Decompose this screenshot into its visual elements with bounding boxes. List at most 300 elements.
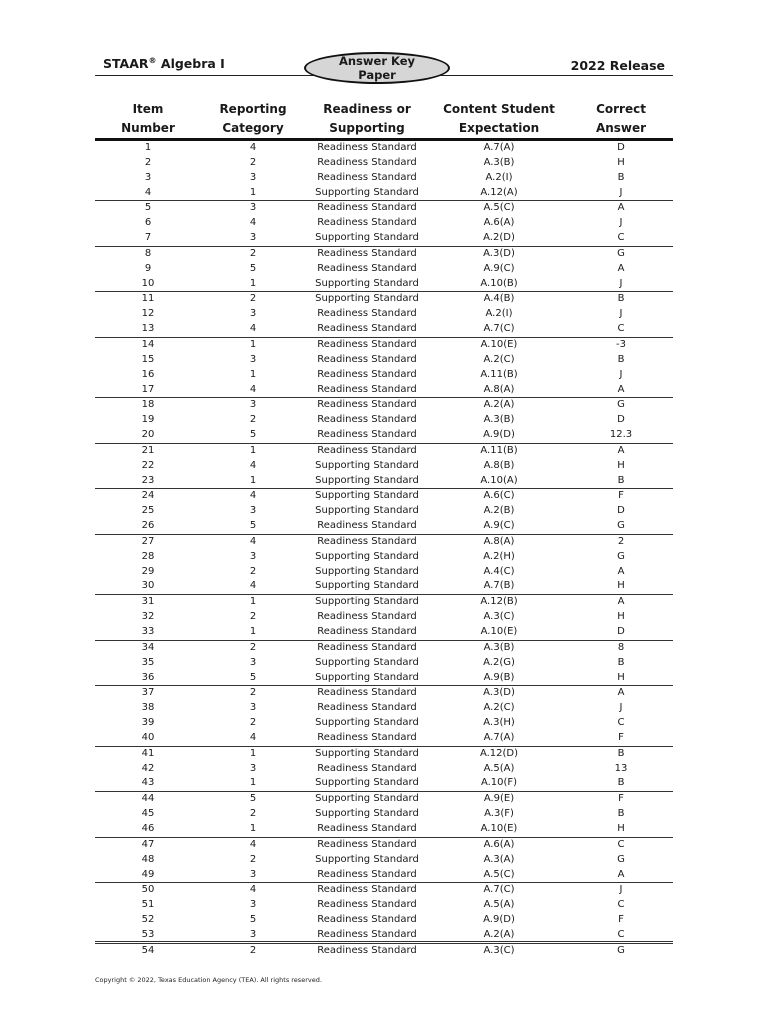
correct-answer: B: [617, 777, 625, 789]
content-expectation: A.3(D): [429, 246, 569, 261]
readiness-type: Readiness Standard: [317, 414, 417, 426]
readiness-type: Readiness Standard: [317, 368, 417, 380]
item-number: 5: [95, 201, 201, 216]
table-row: [95, 550, 673, 565]
answer-key-label: Answer Key: [338, 54, 416, 68]
content-expectation: A.10(B): [480, 277, 518, 289]
reporting-category: 2: [201, 246, 305, 261]
reporting-category: 1: [249, 626, 257, 637]
item-number: 3: [144, 171, 152, 183]
content-expectation: A.2(C): [483, 702, 515, 714]
table-row: [95, 746, 673, 761]
content-expectation: A.8(A): [483, 383, 515, 395]
table-row: [95, 459, 673, 474]
correct-answer: A: [617, 262, 625, 274]
item-number: 1: [144, 142, 152, 153]
content-expectation: A.6(A): [483, 217, 515, 229]
table-row: [95, 640, 673, 655]
content-expectation: A.2(I): [485, 171, 513, 183]
content-expectation: A.10(A): [480, 474, 518, 486]
readiness-type: Supporting Standard: [315, 565, 419, 577]
item-number: 17: [141, 383, 155, 395]
readiness-type: Readiness Standard: [317, 142, 417, 153]
item-number: 29: [141, 565, 155, 577]
answer-key-table: [95, 141, 673, 959]
readiness-type: Supporting Standard: [305, 792, 429, 807]
readiness-type: Supporting Standard: [315, 474, 419, 486]
reporting-category: 1: [201, 595, 305, 610]
readiness-type: Readiness Standard: [317, 262, 417, 274]
readiness-type: Readiness Standard: [305, 398, 429, 413]
readiness-type: Supporting Standard: [315, 580, 419, 592]
item-number: 48: [141, 853, 155, 865]
table-row: [95, 262, 673, 277]
reporting-category: 2: [249, 156, 257, 168]
item-number: 8: [95, 246, 201, 261]
content-expectation: A.2(H): [483, 550, 515, 562]
table-row: [95, 837, 673, 852]
correct-answer: D: [617, 626, 625, 637]
content-expectation: A.3(D): [429, 686, 569, 701]
content-expectation: A.6(A): [429, 837, 569, 852]
correct-answer: A: [617, 383, 625, 395]
correct-answer: F: [618, 731, 624, 743]
table-row: [95, 579, 673, 594]
table-row: [95, 171, 673, 186]
item-number: 49: [141, 868, 155, 880]
readiness-type: Readiness Standard: [305, 443, 429, 458]
correct-answer: J: [619, 217, 623, 229]
item-number: 39: [141, 717, 155, 729]
item-number: 19: [141, 414, 155, 426]
reporting-category: 1: [249, 277, 257, 289]
correct-answer: H: [617, 156, 625, 168]
readiness-type: Readiness Standard: [317, 868, 417, 880]
readiness-type: Readiness Standard: [317, 762, 417, 774]
correct-answer: A: [617, 868, 625, 880]
table-row: [95, 534, 673, 549]
col-header-correct-answer: Correct Answer: [595, 102, 647, 135]
correct-answer: G: [569, 943, 673, 958]
readiness-type: Supporting Standard: [305, 489, 429, 504]
reporting-category: 3: [249, 762, 257, 774]
content-expectation: A.6(C): [429, 489, 569, 504]
correct-answer: D: [617, 505, 625, 517]
reporting-category: 2: [201, 640, 305, 655]
reporting-category: 2: [249, 808, 257, 820]
item-number: 25: [141, 505, 155, 517]
content-expectation: A.5(C): [483, 868, 515, 880]
table-row: [95, 428, 673, 443]
reporting-category: 4: [249, 731, 257, 743]
content-expectation: A.9(E): [429, 792, 569, 807]
table-row: [95, 246, 673, 261]
item-number: 31: [95, 595, 201, 610]
item-number: 52: [141, 914, 155, 926]
content-expectation: A.9(D): [483, 429, 515, 441]
content-expectation: A.3(A): [483, 853, 515, 865]
readiness-type: Supporting Standard: [315, 232, 419, 244]
answer-key-rows: [95, 141, 673, 959]
correct-answer: A: [569, 443, 673, 458]
correct-answer: G: [569, 246, 673, 261]
table-row: [95, 807, 673, 822]
correct-answer: B: [617, 808, 625, 820]
item-number: 51: [141, 899, 155, 911]
table-row: [95, 141, 673, 156]
content-expectation: A.7(B): [483, 580, 515, 592]
reporting-category: 1: [249, 777, 257, 789]
reporting-category: 4: [201, 837, 305, 852]
table-row: [95, 489, 673, 504]
reporting-category: 5: [249, 520, 257, 532]
content-expectation: A.7(A): [483, 731, 515, 743]
reporting-category: 5: [249, 429, 257, 441]
readiness-type: Readiness Standard: [317, 429, 417, 441]
reporting-category: 4: [249, 580, 257, 592]
table-row: [95, 337, 673, 352]
content-expectation: A.9(C): [483, 262, 515, 274]
reporting-category: 5: [249, 914, 257, 926]
item-number: 35: [141, 656, 155, 668]
table-row: [95, 519, 673, 534]
reporting-category: 1: [201, 746, 305, 761]
reporting-category: 2: [201, 943, 305, 958]
correct-answer: G: [617, 853, 625, 865]
correct-answer: F: [618, 914, 624, 926]
item-number: 2: [144, 156, 152, 168]
reporting-category: 4: [249, 459, 257, 471]
content-expectation: A.2(B): [483, 505, 515, 517]
table-row: [95, 322, 673, 337]
reporting-category: 5: [249, 671, 257, 683]
readiness-type: Readiness Standard: [305, 246, 429, 261]
content-expectation: A.3(B): [483, 414, 515, 426]
readiness-type: Supporting Standard: [305, 292, 429, 307]
content-expectation: A.10(E): [429, 337, 569, 352]
reporting-category: 3: [249, 928, 257, 940]
table-row: [95, 413, 673, 428]
correct-answer: H: [617, 822, 625, 834]
content-expectation: A.5(A): [483, 899, 515, 911]
correct-answer: G: [569, 398, 673, 413]
readiness-type: Supporting Standard: [315, 777, 419, 789]
content-expectation: A.9(C): [483, 520, 515, 532]
readiness-type: Readiness Standard: [305, 883, 429, 898]
readiness-type: Readiness Standard: [317, 928, 417, 940]
readiness-type: Supporting Standard: [305, 595, 429, 610]
col-header-readiness: Readiness or Supporting: [323, 102, 411, 135]
table-row: [95, 277, 673, 292]
readiness-type: Readiness Standard: [317, 353, 417, 365]
readiness-type: Supporting Standard: [315, 853, 419, 865]
content-expectation: A.2(D): [483, 232, 515, 244]
readiness-type: Readiness Standard: [317, 520, 417, 532]
correct-answer: C: [617, 928, 625, 940]
table-row: [95, 610, 673, 625]
correct-answer: C: [617, 232, 625, 244]
readiness-type: Readiness Standard: [317, 899, 417, 911]
item-number: 27: [95, 534, 201, 549]
reporting-category: 4: [201, 883, 305, 898]
correct-answer: -3: [569, 337, 673, 352]
reporting-category: 2: [249, 565, 257, 577]
item-number: 20: [141, 429, 155, 441]
correct-answer: C: [617, 899, 625, 911]
content-expectation: A.10(F): [480, 777, 518, 789]
item-number: 6: [144, 217, 152, 229]
correct-answer: J: [619, 186, 623, 198]
reporting-category: 4: [249, 383, 257, 395]
content-expectation: A.5(C): [429, 201, 569, 216]
readiness-type: Readiness Standard: [305, 337, 429, 352]
content-expectation: A.7(A): [483, 142, 515, 153]
readiness-type: Readiness Standard: [305, 837, 429, 852]
correct-answer: H: [617, 459, 625, 471]
col-header-item-number: Item Number: [121, 102, 175, 135]
readiness-type: Readiness Standard: [317, 702, 417, 714]
reporting-category: 3: [249, 232, 257, 244]
col-header-expectation: Content Student Expectation: [443, 102, 555, 135]
reporting-category: 3: [249, 550, 257, 562]
content-expectation: A.9(B): [483, 671, 515, 683]
table-row: [95, 443, 673, 458]
item-number: 23: [141, 474, 155, 486]
reporting-category: 3: [249, 171, 257, 183]
correct-answer: B: [569, 746, 673, 761]
table-row: [95, 565, 673, 580]
readiness-type: Supporting Standard: [315, 505, 419, 517]
content-expectation: A.10(E): [480, 822, 518, 834]
readiness-type: Readiness Standard: [305, 686, 429, 701]
item-number: 28: [141, 550, 155, 562]
item-number: 50: [95, 883, 201, 898]
table-row: [95, 656, 673, 671]
item-number: 53: [141, 928, 155, 940]
item-number: 44: [95, 792, 201, 807]
table-row: [95, 201, 673, 216]
correct-answer: B: [617, 171, 625, 183]
table-row: [95, 383, 673, 398]
correct-answer: J: [619, 308, 623, 320]
readiness-type: Readiness Standard: [305, 534, 429, 549]
readiness-type: Readiness Standard: [317, 731, 417, 743]
correct-answer: 13: [614, 762, 628, 774]
table-row: [95, 898, 673, 913]
release-year: 2022 Release: [570, 58, 665, 73]
reporting-category: 2: [249, 414, 257, 426]
correct-answer: H: [617, 611, 625, 623]
item-number: 16: [141, 368, 155, 380]
readiness-type: Readiness Standard: [317, 611, 417, 623]
content-expectation: A.9(D): [483, 914, 515, 926]
correct-answer: 8: [569, 640, 673, 655]
table-row: [95, 822, 673, 837]
item-number: 43: [141, 777, 155, 789]
reporting-category: 1: [249, 186, 257, 198]
table-row: [95, 186, 673, 201]
correct-answer: A: [617, 565, 625, 577]
reporting-category: 3: [201, 201, 305, 216]
reporting-category: 1: [249, 474, 257, 486]
correct-answer: D: [617, 142, 625, 153]
item-number: 11: [95, 292, 201, 307]
readiness-type: Readiness Standard: [317, 217, 417, 229]
item-number: 22: [141, 459, 155, 471]
reporting-category: 3: [249, 353, 257, 365]
content-expectation: A.7(C): [429, 883, 569, 898]
correct-answer: C: [569, 837, 673, 852]
reporting-category: 3: [249, 868, 257, 880]
reporting-category: 1: [201, 337, 305, 352]
content-expectation: A.3(F): [484, 808, 514, 820]
correct-answer: G: [617, 520, 625, 532]
content-expectation: A.10(E): [480, 626, 518, 637]
table-row: [95, 307, 673, 322]
correct-answer: J: [569, 883, 673, 898]
correct-answer: F: [569, 792, 673, 807]
readiness-type: Supporting Standard: [315, 656, 419, 668]
reporting-category: 1: [201, 443, 305, 458]
content-expectation: A.4(C): [483, 565, 515, 577]
correct-answer: C: [617, 323, 625, 335]
item-number: 15: [141, 353, 155, 365]
item-number: 37: [95, 686, 201, 701]
item-number: 4: [144, 186, 152, 198]
readiness-type: Supporting Standard: [315, 550, 419, 562]
table-row: [95, 231, 673, 246]
item-number: 18: [95, 398, 201, 413]
reporting-category: 4: [201, 489, 305, 504]
item-number: 10: [141, 277, 155, 289]
table-row: [95, 943, 673, 958]
correct-answer: 12.3: [609, 429, 633, 441]
correct-answer: J: [619, 368, 623, 380]
item-number: 24: [95, 489, 201, 504]
subject-title: STAAR® Algebra I: [103, 56, 225, 72]
readiness-type: Readiness Standard: [305, 943, 429, 958]
table-row: [95, 292, 673, 307]
reporting-category: 2: [201, 292, 305, 307]
readiness-type: Supporting Standard: [315, 671, 419, 683]
readiness-type: Supporting Standard: [315, 459, 419, 471]
item-number: 54: [95, 943, 201, 958]
item-number: 42: [141, 762, 155, 774]
table-row: [95, 853, 673, 868]
content-expectation: A.3(B): [483, 156, 515, 168]
reporting-category: 4: [201, 534, 305, 549]
table-row: [95, 868, 673, 883]
copyright-footer: Copyright © 2022, Texas Education Agency (TEA). All rights reserved.: [95, 976, 322, 984]
correct-answer: J: [619, 277, 623, 289]
table-row: [95, 474, 673, 489]
content-expectation: A.12(A): [480, 186, 518, 198]
item-number: 36: [141, 671, 155, 683]
table-row: [95, 701, 673, 716]
readiness-type: Readiness Standard: [317, 156, 417, 168]
reporting-category: 2: [201, 686, 305, 701]
content-expectation: A.2(A): [429, 398, 569, 413]
item-number: 32: [141, 611, 155, 623]
reporting-category: 3: [249, 656, 257, 668]
content-expectation: A.3(B): [429, 640, 569, 655]
item-number: 33: [141, 626, 155, 637]
table-row: [95, 731, 673, 746]
reporting-category: 2: [249, 853, 257, 865]
correct-answer: B: [617, 474, 625, 486]
table-row: [95, 216, 673, 231]
item-number: 45: [141, 808, 155, 820]
correct-answer: D: [617, 414, 625, 426]
correct-answer: H: [617, 671, 625, 683]
table-row: [95, 625, 673, 640]
correct-answer: 2: [569, 534, 673, 549]
readiness-type: Readiness Standard: [317, 308, 417, 320]
content-expectation: A.2(G): [483, 656, 515, 668]
table-row: [95, 686, 673, 701]
reporting-category: 4: [249, 142, 257, 153]
correct-answer: H: [617, 580, 625, 592]
answer-key-type: Paper: [358, 68, 396, 82]
content-expectation: A.3(C): [429, 943, 569, 958]
item-number: 21: [95, 443, 201, 458]
table-row: [95, 792, 673, 807]
readiness-type: Readiness Standard: [317, 914, 417, 926]
table-row: [95, 504, 673, 519]
readiness-type: Supporting Standard: [315, 277, 419, 289]
table-row: [95, 913, 673, 928]
reporting-category: 4: [249, 217, 257, 229]
content-expectation: A.2(A): [483, 928, 515, 940]
column-headers: [95, 100, 673, 138]
item-number: 7: [144, 232, 152, 244]
reporting-category: 3: [201, 398, 305, 413]
reporting-category: 4: [249, 323, 257, 335]
table-end-rule: [95, 941, 673, 942]
content-expectation: A.3(C): [483, 611, 515, 623]
content-expectation: A.2(C): [483, 353, 515, 365]
readiness-type: Readiness Standard: [317, 383, 417, 395]
correct-answer: B: [617, 353, 625, 365]
item-number: 30: [141, 580, 155, 592]
readiness-type: Supporting Standard: [315, 808, 419, 820]
content-expectation: A.5(A): [483, 762, 515, 774]
content-expectation: A.2(I): [485, 308, 513, 320]
item-number: 13: [141, 323, 155, 335]
content-expectation: A.11(B): [429, 443, 569, 458]
reporting-category: 1: [249, 822, 257, 834]
reporting-category: 1: [249, 368, 257, 380]
reporting-category: 2: [249, 611, 257, 623]
reporting-category: 3: [249, 899, 257, 911]
table-row: [95, 595, 673, 610]
readiness-type: Readiness Standard: [305, 640, 429, 655]
col-header-reporting-category: Reporting Category: [219, 102, 287, 135]
content-expectation: A.7(C): [483, 323, 515, 335]
content-expectation: A.11(B): [480, 368, 518, 380]
readiness-type: Readiness Standard: [317, 171, 417, 183]
readiness-type: Readiness Standard: [317, 626, 417, 637]
content-expectation: A.8(A): [429, 534, 569, 549]
item-number: 46: [141, 822, 155, 834]
content-expectation: A.4(B): [429, 292, 569, 307]
item-number: 41: [95, 746, 201, 761]
item-number: 26: [141, 520, 155, 532]
table-row: [95, 671, 673, 686]
correct-answer: A: [569, 595, 673, 610]
reporting-category: 3: [249, 505, 257, 517]
readiness-type: Supporting Standard: [305, 746, 429, 761]
